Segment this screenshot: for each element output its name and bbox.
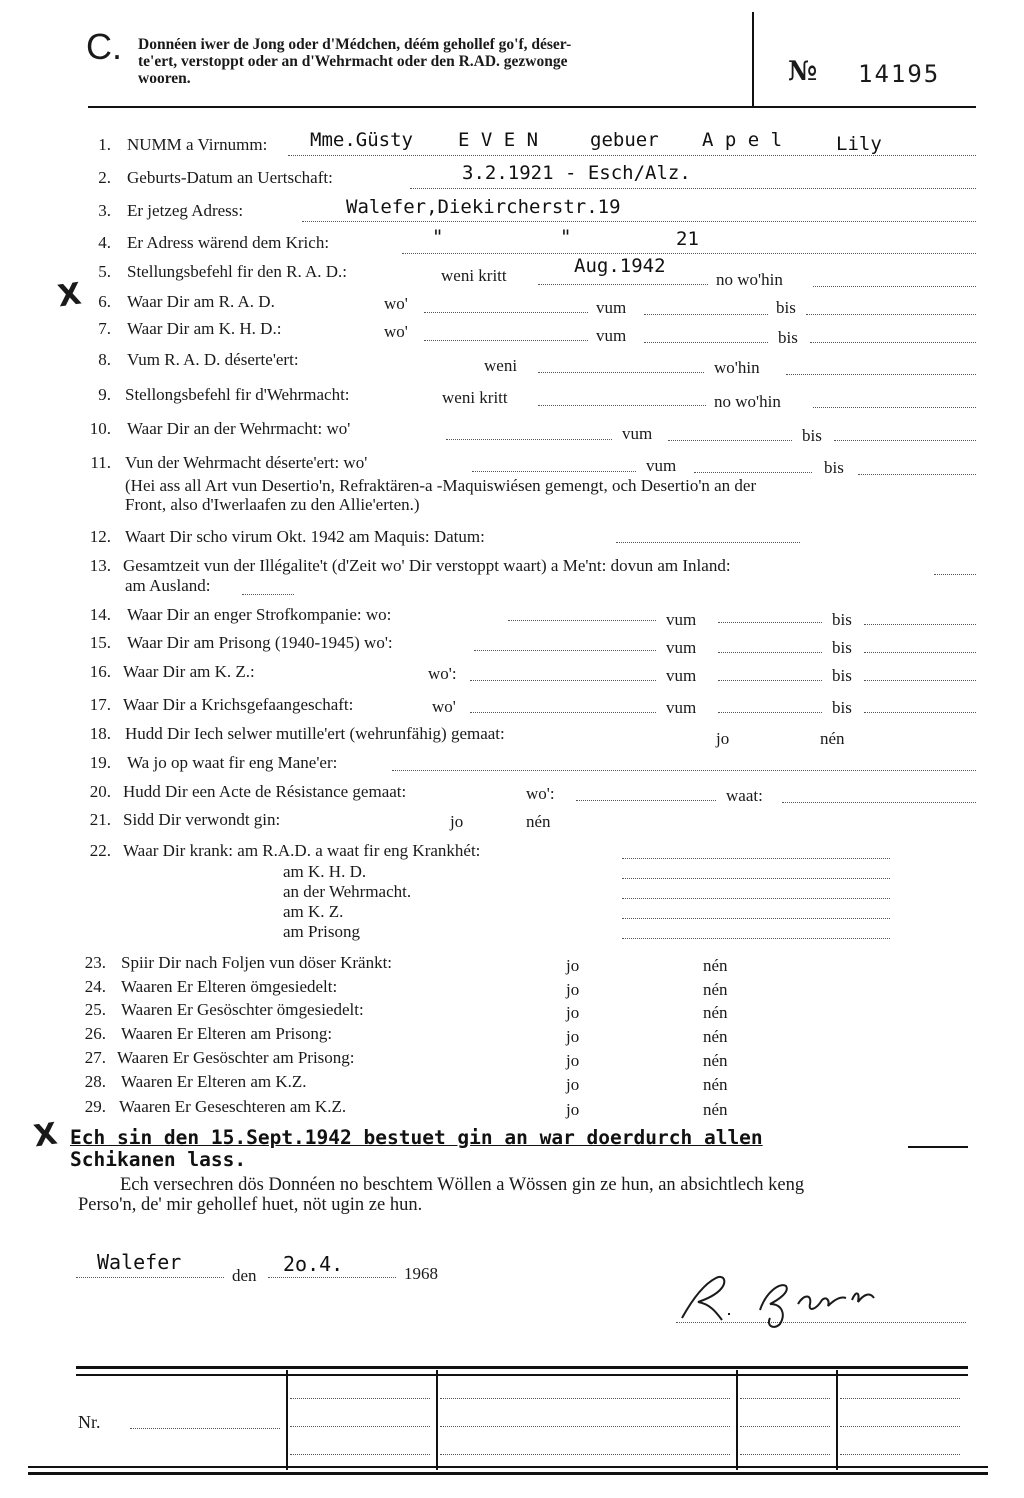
item-4-label: Er Adress wärend dem Krich: [127, 233, 330, 252]
item-18-number: 18. [89, 724, 111, 743]
header-text-line3: wooren. [138, 70, 191, 87]
item-6-label: Waar Dir am R. A. D. [127, 292, 275, 311]
item-8-number: 8. [98, 350, 111, 369]
item-25-number: 25. [84, 1000, 106, 1019]
item-8-label: Vum R. A. D. déserte'ert: [127, 350, 299, 369]
item-18-nen[interactable]: nén [820, 729, 845, 748]
declaration-line1: Ech versechren dös Donnéen no beschtem Wöllen a Wössen gin ze hun, an absichtlech keng [120, 1175, 805, 1195]
item-21-jo[interactable]: jo [450, 812, 464, 831]
item-29-jo[interactable]: jo [566, 1100, 580, 1119]
item-20-number: 20. [89, 782, 111, 801]
item-27-label: Waaren Er Gesöschter am Prisong: [117, 1048, 355, 1067]
item-13-label: Gesamtzeit vun der Illégalite't (d'Zeit wo' Dir verstoppt waart) a Me'nt: dovun am Inland: [123, 556, 731, 575]
item-16-bis: bis [832, 666, 852, 685]
item-26-number: 26. [84, 1024, 106, 1043]
item-4-number: 4. [98, 233, 111, 252]
item-15-number: 15. [89, 633, 111, 652]
item-7-label: Waar Dir am K. H. D.: [127, 319, 282, 338]
item-25-nen[interactable]: nén [703, 1003, 728, 1022]
item-5-wohin: no wo'hin [716, 270, 783, 289]
item-14-vum: vum [666, 610, 697, 629]
form-number: 14195 [858, 60, 941, 88]
item-25-label: Waaren Er Gesöschter ömgesiedelt: [121, 1000, 364, 1019]
field-name-surname[interactable]: E V E N [458, 129, 539, 151]
item-15-bis: bis [832, 638, 852, 657]
item-15-label: Waar Dir am Prisong (1940-1945) wo': [127, 633, 393, 652]
item-23-label: Spiir Dir nach Foljen vun döser Kränkt: [121, 953, 393, 972]
item-1-label: NUMM a Virnumm: [127, 135, 268, 154]
item-26-label: Waaren Er Elteren am Prisong: [121, 1024, 333, 1043]
field-birth[interactable]: 3.2.1921 - Esch/Alz. [462, 162, 691, 184]
item-9-label: Stellongsbefehl fir d'Wehrmacht: [125, 385, 350, 404]
item-21-label: Sidd Dir verwondt gin: [123, 810, 281, 829]
item-10-label: Waar Dir an der Wehrmacht: wo' [127, 419, 351, 438]
item-22-sub-prisong: am Prisong [283, 922, 360, 941]
item-10-bis: bis [802, 426, 822, 445]
item-20-wo: wo': [526, 784, 555, 803]
field-war-address-ditto1[interactable]: " [432, 226, 444, 248]
item-9-number: 9. [98, 385, 111, 404]
item-13-number: 13. [89, 556, 111, 575]
field-name-lily[interactable]: Lily [836, 133, 882, 155]
item-28-number: 28. [84, 1072, 106, 1091]
item-5-weni: weni kritt [441, 266, 507, 285]
field-name-firstname[interactable]: Mme.Güsty [310, 129, 413, 151]
item-21-nen[interactable]: nén [526, 812, 551, 831]
item-12-number: 12. [89, 527, 111, 546]
item-17-vum: vum [666, 698, 697, 717]
item-8-wohin: wo'hin [714, 358, 760, 377]
item-28-nen[interactable]: nén [703, 1075, 728, 1094]
field-rad-date[interactable]: Aug.1942 [574, 255, 666, 277]
item-10-vum: vum [622, 424, 653, 443]
item-6-number: 6. [98, 292, 111, 311]
item-28-jo[interactable]: jo [566, 1075, 580, 1094]
item-22-number: 22. [89, 841, 111, 860]
item-12-label: Waart Dir scho virum Okt. 1942 am Maquis: Datum: [125, 527, 485, 546]
item-19-label: Wa jo op waat fir eng Mane'er: [127, 753, 338, 772]
item-11-number: 11. [90, 453, 111, 472]
item-7-number: 7. [98, 319, 111, 338]
item-20-waat: waat: [726, 786, 763, 805]
field-war-address-number[interactable]: 21 [676, 228, 699, 250]
item-6-bis: bis [776, 298, 796, 317]
item-5-label: Stellungsbefehl fir den R. A. D.: [127, 262, 348, 281]
item-9-wohin: no wo'hin [714, 392, 781, 411]
field-date[interactable]: 2o.4. [283, 1252, 344, 1276]
item-8-weni: weni [484, 356, 518, 375]
item-11-label: Vun der Wehrmacht déserte'ert: wo' [125, 453, 368, 472]
item-22-sub-wehrmacht: an der Wehrmacht. [283, 882, 412, 901]
item-5-number: 5. [98, 262, 111, 281]
item-22-sub-kz: am K. Z. [283, 902, 344, 921]
item-2-label: Geburts-Datum an Uertschaft: [127, 168, 333, 187]
item-6-wo: wo' [384, 294, 408, 313]
item-27-number: 27. [84, 1048, 106, 1067]
item-15-vum: vum [666, 638, 697, 657]
field-place[interactable]: Walefer [97, 1250, 182, 1274]
item-25-jo[interactable]: jo [566, 1003, 580, 1022]
item-27-jo[interactable]: jo [566, 1051, 580, 1070]
item-29-nen[interactable]: nén [703, 1100, 728, 1119]
year-label: 1968 [404, 1264, 438, 1283]
item-16-number: 16. [89, 662, 111, 681]
item-14-label: Waar Dir an enger Strofkompanie: wo: [127, 605, 392, 624]
item-17-bis: bis [832, 698, 852, 717]
item-29-label: Waaren Er Geseschteren am K.Z. [119, 1097, 347, 1116]
item-27-nen[interactable]: nén [703, 1051, 728, 1070]
item-24-jo[interactable]: jo [566, 980, 580, 999]
item-2-number: 2. [98, 168, 111, 187]
item-7-wo: wo' [384, 322, 408, 341]
header-text [138, 36, 571, 87]
item-10-number: 10. [89, 419, 111, 438]
item-18-jo[interactable]: jo [716, 729, 730, 748]
item-26-jo[interactable]: jo [566, 1027, 580, 1046]
declaration-line2: Perso'n, de' mir gehollef huet, nöt ugin ze hun. [78, 1195, 423, 1215]
item-23-nen[interactable]: nén [703, 956, 728, 975]
item-23-number: 23. [84, 953, 106, 972]
item-24-label: Waaren Er Elteren ömgesiedelt: [121, 977, 338, 996]
field-name-gebuer[interactable]: gebuer [590, 129, 659, 151]
item-11-vum: vum [646, 456, 677, 475]
field-war-address-ditto2[interactable]: " [560, 226, 572, 248]
item-17-label: Waar Dir a Krichsgefaangeschaft: [123, 695, 354, 714]
x-mark-remark: X [31, 1116, 60, 1155]
item-16-vum: vum [666, 666, 697, 685]
den-label: den [232, 1266, 257, 1285]
footer-nr-label: Nr. [78, 1412, 101, 1432]
field-name-maiden[interactable]: A p e l [702, 129, 783, 151]
item-18-label: Hudd Dir Iech selwer mutille'ert (wehrunfähig) gemaat: [125, 724, 505, 743]
signature-text [700, 1282, 704, 1283]
item-24-number: 24. [84, 977, 106, 996]
item-22-sub-khd: am K. H. D. [283, 862, 367, 881]
item-6-vum: vum [596, 298, 627, 317]
item-17-number: 17. [89, 695, 111, 714]
header-text-line2: te'ert, verstoppt oder an d'Wehrmacht oder den R.AD. gezwonge [138, 53, 568, 70]
item-17-wo: wo' [432, 697, 456, 716]
item-7-bis: bis [778, 328, 798, 347]
item-11-note-line1: (Hei ass all Art vun Desertio'n, Refraktären-a -Maquiswiésen gemengt, och Desertio'n an der [125, 476, 757, 495]
item-9-weni: weni kritt [442, 388, 508, 407]
item-24-nen[interactable]: nén [703, 980, 728, 999]
item-14-bis: bis [832, 610, 852, 629]
item-14-number: 14. [89, 605, 111, 624]
item-22-label: Waar Dir krank: am R.A.D. a waat fir eng Krankhét: [123, 841, 481, 860]
item-29-number: 29. [84, 1097, 106, 1116]
section-letter: C. [86, 26, 122, 67]
item-13-label-ausland: am Ausland: [125, 576, 211, 595]
field-address[interactable]: Walefer,Diekircherstr.19 [346, 196, 621, 218]
remark-line1[interactable]: Ech sin den 15.Sept.1942 bestuet gin an war doerdurch allen [70, 1126, 763, 1149]
item-26-nen[interactable]: nén [703, 1027, 728, 1046]
item-23-jo[interactable]: jo [566, 956, 580, 975]
item-16-label: Waar Dir am K. Z.: [123, 662, 255, 681]
item-19-number: 19. [89, 753, 111, 772]
item-3-label: Er jetzeg Adress: [127, 201, 244, 220]
item-11-note-line2: Front, also d'Iwerlaafen zu den Allie'erten.) [125, 495, 420, 514]
remark-line2[interactable]: Schikanen lass. [70, 1148, 247, 1171]
item-21-number: 21. [89, 810, 111, 829]
x-mark-item-6: X [55, 276, 84, 315]
number-sign: № [788, 56, 818, 87]
item-28-label: Waaren Er Elteren am K.Z. [121, 1072, 307, 1091]
item-7-vum: vum [596, 326, 627, 345]
item-11-bis: bis [824, 458, 844, 477]
item-3-number: 3. [98, 201, 111, 220]
item-20-label: Hudd Dir een Acte de Résistance gemaat: [123, 782, 407, 801]
signature-graphic [670, 1270, 900, 1330]
header-text-line1: Donnéen iwer de Jong oder d'Médchen, déém gehollef go'f, déser- [138, 36, 572, 53]
item-1-number: 1. [98, 135, 111, 154]
item-16-wo: wo': [428, 664, 457, 683]
